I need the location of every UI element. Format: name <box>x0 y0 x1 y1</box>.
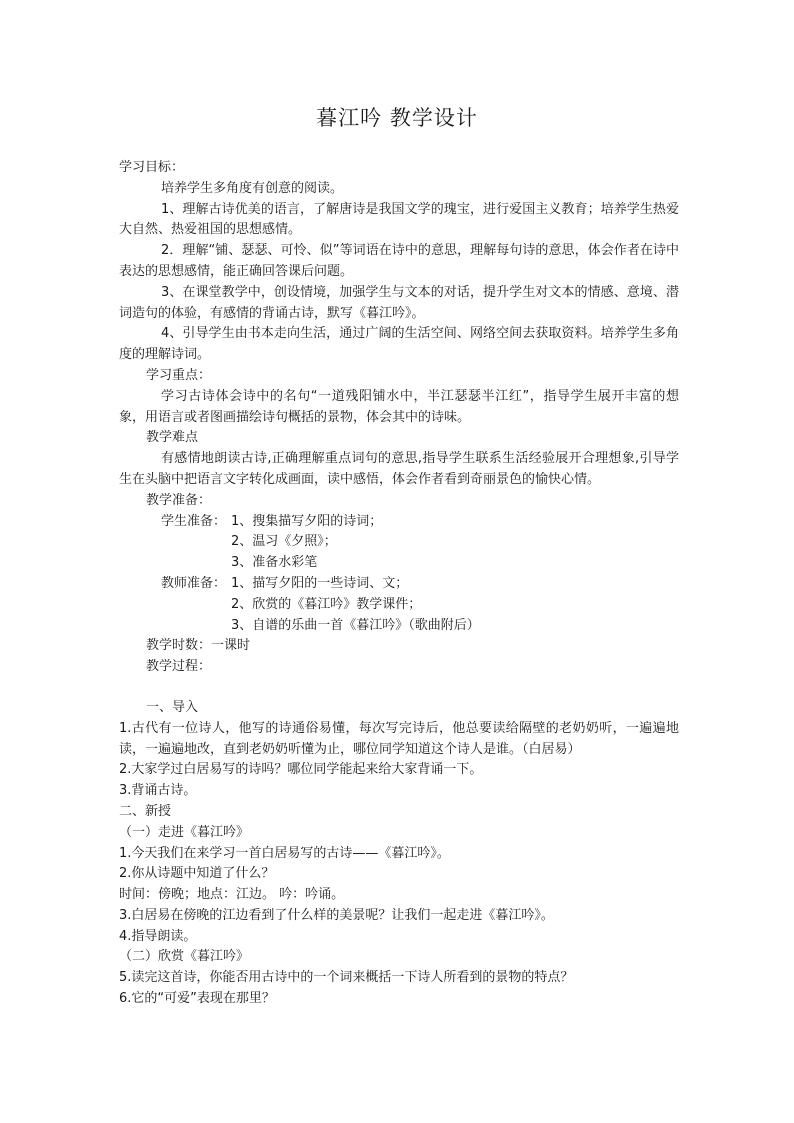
document-title: 暮江吟 教学设计 <box>316 106 478 130</box>
section2-line: 5.读完这首诗，你能否用古诗中的一个词来概括一下诗人所看到的景物的特点？ <box>119 970 574 986</box>
teacher-preparation-label: 教师准备： <box>161 575 227 591</box>
teaching-process-heading: 教学过程： <box>146 659 212 675</box>
section2-line: 1.今天我们在来学习一首白居易写的古诗——《暮江吟》。 <box>119 845 450 861</box>
section2-sub1-heading: （一）走进《暮江吟》 <box>119 824 250 840</box>
objectives-intro: 培养学生多角度有创意的阅读。 <box>161 180 344 196</box>
section1-heading: 一、导入 <box>146 699 199 715</box>
teacher-preparation-item: 3、自谱的乐曲一首《暮江吟》（歌曲附后） <box>231 617 480 633</box>
section1-line: 3.背诵古诗。 <box>119 783 197 799</box>
teacher-preparation <box>119 574 679 595</box>
student-preparation-item: 1、搜集描写夕阳的诗词； <box>231 513 383 529</box>
key-points-heading: 学习重点： <box>146 367 212 383</box>
student-preparation-item: 3、准备水彩笔 <box>231 555 318 571</box>
section2-line: 4.指导朗读。 <box>119 928 197 944</box>
section1-line: 1.古代有一位诗人，他写的诗通俗易懂，每次写完诗后，他总要读给隔壁的老奶奶听，一遍遍地读，一遍遍地改，直到老奶奶听懂为止，哪位同学知道这个诗人是谁。（白居易） <box>119 720 679 757</box>
section2-line: 6.它的“可爱”表现在那里？ <box>119 991 275 1007</box>
objective-item: 2．理解“铺、瑟瑟、可怜、似”等词语在诗中的意思，理解每句诗的意思，体会作者在诗中表达的思想感情，能正确回答课后问题。 <box>119 243 679 279</box>
section2-line: 3.白居易在傍晚的江边看到了什么样的美景呢？让我们一起走进《暮江吟》。 <box>119 907 554 923</box>
section2-heading: 二、新授 <box>119 803 172 819</box>
teaching-hours: 教学时数：一课时 <box>146 638 251 654</box>
student-preparation <box>119 512 679 533</box>
objective-item: 1、理解古诗优美的语言，了解唐诗是我国文学的瑰宝，进行爱国主义教育；培养学生热爱大自然、热爱祖国的思想感情。 <box>119 201 679 238</box>
section2-line: 时间：傍晚；地点：江边。 吟：吟诵。 <box>119 887 345 903</box>
objective-item: 4、引导学生由书本走向生活，通过广阔的生活空间、网络空间去获取资料。培养学生多角度的理解诗词。 <box>119 326 679 363</box>
student-preparation-label: 学生准备： <box>161 513 227 529</box>
preparation-heading: 教学准备： <box>146 492 212 508</box>
student-preparation-item: 2、温习《夕照》； <box>231 534 337 550</box>
objectives-heading: 学习目标： <box>119 160 185 175</box>
key-points-text: 学习古诗体会诗中的名句“一道残阳铺水中，半江瑟瑟半江红”，指导学生展开丰富的想象，用语言或者图画描绘诗句概括的景物，体会其中的诗味。 <box>119 388 679 425</box>
teacher-preparation-item: 2、欣赏的《暮江吟》教学课件； <box>231 596 422 612</box>
section2-sub2-heading: （二）欣赏《暮江吟》 <box>119 949 250 965</box>
objective-item: 3、在课堂教学中，创设情境，加强学生与文本的对话，提升学生对文本的情感、意境、潜词造句的体验，有感情的背诵古诗，默写《暮江吟》。 <box>119 284 679 321</box>
difficulties-heading: 教学难点 <box>146 430 199 446</box>
section2-line: 2.你从诗题中知道了什么？ <box>119 866 275 882</box>
section1-line: 2.大家学过白居易写的诗吗？哪位同学能起来给大家背诵一下。 <box>119 762 483 778</box>
document-body <box>119 158 679 1010</box>
difficulties-text: 有感情地朗读古诗,正确理解重点词句的意思,指导学生联系生活经验展开合理想象,引导学生在头脑中把语言文字转化成画面，读中感悟，体会作者看到奇丽景色的愉快心情。 <box>119 451 679 487</box>
teacher-preparation-item: 1、描写夕阳的一些诗词、文； <box>231 575 409 591</box>
